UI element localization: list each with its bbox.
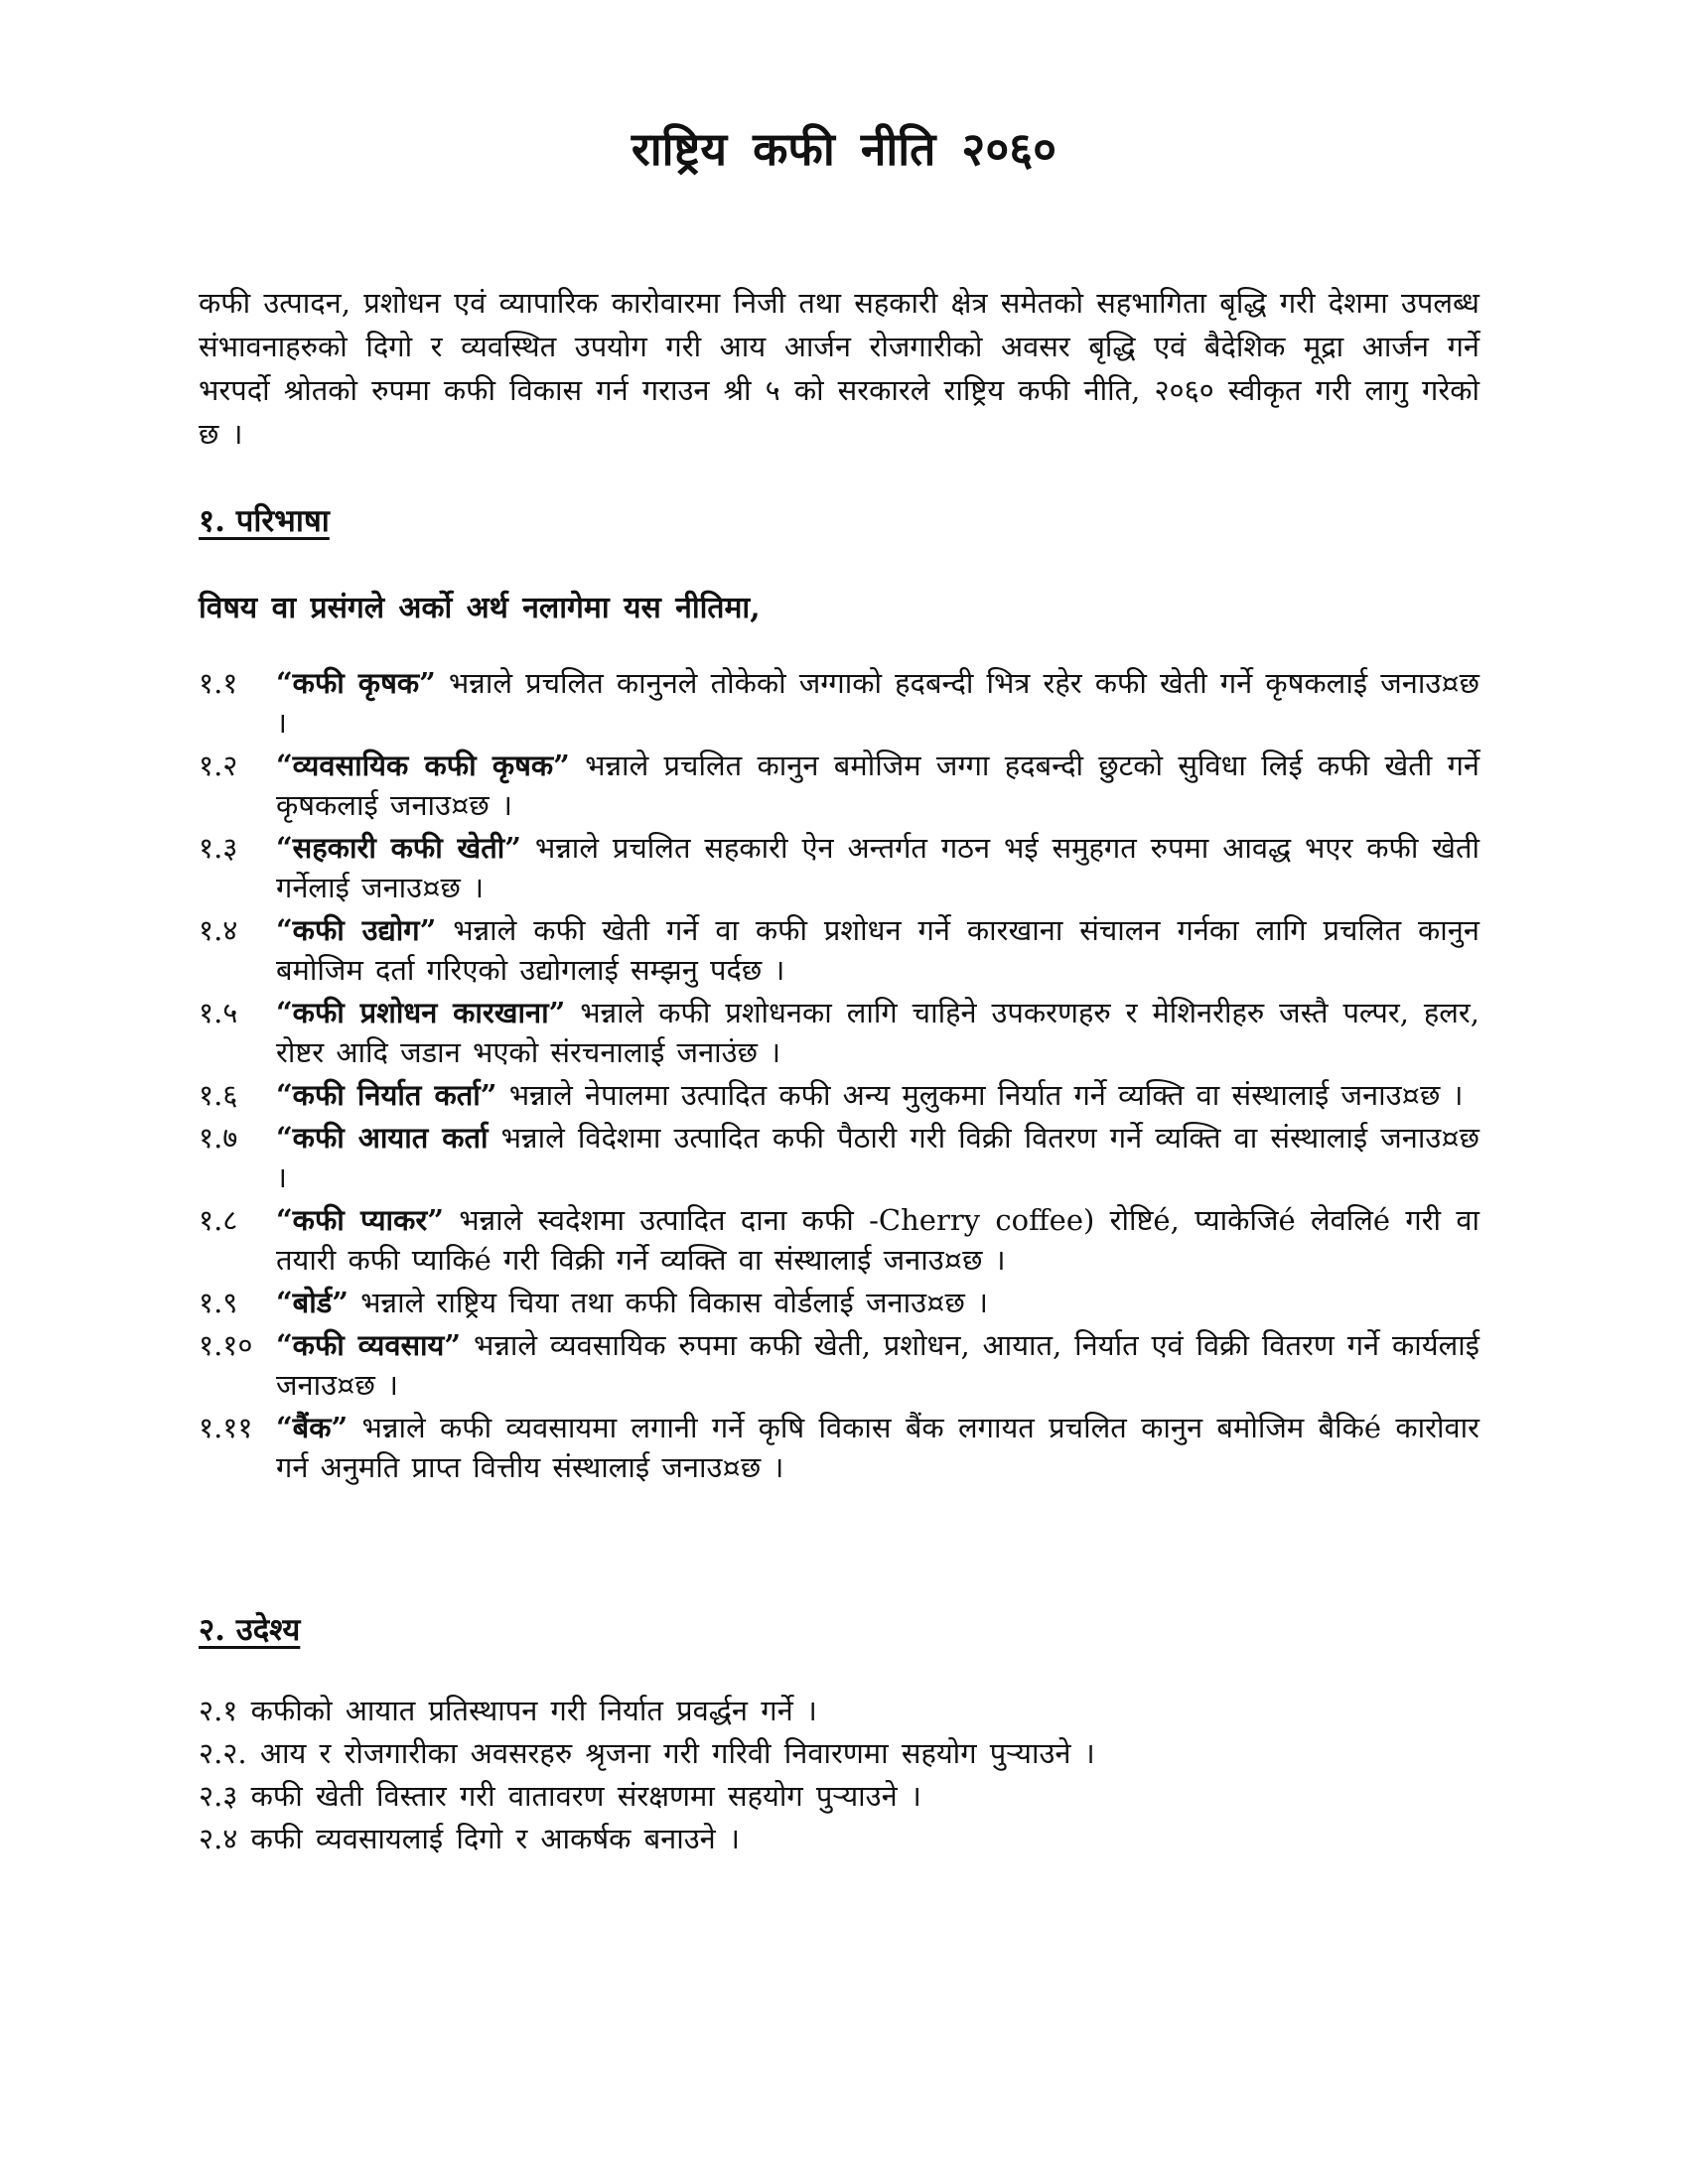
definition-number: १.८ xyxy=(199,1203,238,1237)
objectives-list xyxy=(199,1690,1479,1860)
definition-text: भन्नाले कफी व्यवसायमा लगानी गर्ने कृषि विकास बैंक लगायत प्रचलित कानुन बमोजिम बैकिé कारोवार गर्न अनुमति प्राप्त वित्तीय संस्थालाई जनाउ¤छ । xyxy=(276,1411,1480,1484)
definition-term: “कफी कृषक” xyxy=(276,666,436,700)
definition-item xyxy=(199,746,1479,825)
definition-body xyxy=(276,1200,1479,1280)
definition-term: “बैंक” xyxy=(276,1411,349,1444)
definition-text: भन्नाले विदेशमा उत्पादित कफी पैठारी गरी विक्री वितरण गर्ने व्यक्ति वा संस्थालाई जनाउ¤छ । xyxy=(276,1121,1480,1194)
definition-number: १.६ xyxy=(199,1078,238,1112)
definition-term: “कफी प्रशोधन कारखाना” xyxy=(276,996,566,1029)
definition-body xyxy=(276,746,1479,825)
definition-term: “व्यवसायिक कफी कृषक” xyxy=(276,749,570,782)
definition-text: भन्नाले प्रचलित सहकारी ऐन अन्तर्गत गठन भई समुहगत रुपमा आवद्ध भएर कफी खेती गर्नेलाई जनाउ¤छ । xyxy=(276,831,1480,904)
definition-number: १.५ xyxy=(199,996,238,1029)
definition-body xyxy=(276,993,1479,1072)
definition-body xyxy=(276,1408,1479,1487)
objective-item: २.२. आय र रोजगारीका अवसरहरु श्रृजना गरी गरिवी निवारणमा सहयोग पुर्‍याउने । xyxy=(199,1736,1095,1770)
definition-term: “बोर्ड” xyxy=(276,1286,349,1319)
definition-item xyxy=(199,1075,1479,1115)
definition-number: १.७ xyxy=(199,1121,238,1155)
definition-item xyxy=(199,1325,1479,1405)
section-heading-objectives: २. उदेश्य xyxy=(199,1612,301,1648)
definition-number: १.२ xyxy=(199,749,238,782)
definition-term: “कफी आयात कर्ता xyxy=(276,1121,489,1155)
definition-item xyxy=(199,663,1479,743)
definition-number: १.११ xyxy=(199,1411,253,1444)
definitions-subheading: विषय वा प्रसंगले अर्को अर्थ नलागेमा यस नीतिमा, xyxy=(199,591,761,625)
definition-item xyxy=(199,1283,1479,1322)
definition-text: भन्नाले प्रचलित कानुन बमोजिम जग्गा हदबन्दी छुटको सुविधा लिई कफी खेती गर्ने कृषकलाई जनाउ¤छ । xyxy=(276,749,1479,822)
intro-paragraph: कफी उत्पादन, प्रशोधन एवं व्यापारिक कारोवारमा निजी तथा सहकारी क्षेत्र समेतको सहभागिता बृद्धि गरी देशमा उपलब्ध संभावनाहरुको दिगो र व्यवस्थित उपयोग गरी आय आर्जन रोजगारीको अवसर बृद्धि एवं बैदेशिक मूद्रा आर्जन गर्ने भरपर्दो श्रोतको रुपमा कफी विकास गर्न गराउन श्री ५ को सरकारले राष्ट्रिय कफी नीति, २०६० स्वीकृत गरी लागु गरेको छ । xyxy=(199,286,1479,451)
definition-text: भन्नाले कफी खेती गर्ने वा कफी प्रशोधन गर्ने कारखाना संचालन गर्नका लागि प्रचलित कानुन बमोजिम दर्ता गरिएको उद्योगलाई सम्झनु पर्दछ । xyxy=(276,913,1480,987)
definitions-list xyxy=(199,663,1479,1490)
definition-number: १.१० xyxy=(199,1328,253,1362)
definition-term: “कफी व्यवसाय” xyxy=(276,1328,462,1362)
definition-item xyxy=(199,910,1479,990)
definition-term: “कफी निर्यात कर्ता” xyxy=(276,1078,497,1112)
definition-item xyxy=(199,828,1479,907)
section-heading-definitions: १. परिभाषा xyxy=(199,503,330,539)
definition-number: १.४ xyxy=(199,913,238,947)
objective-item: २.४ कफी व्यवसायलाई दिगो र आकर्षक बनाउने । xyxy=(199,1822,740,1855)
definition-text: भन्नाले राष्ट्रिय चिया तथा कफी विकास वोर्डलाई जनाउ¤छ । xyxy=(360,1286,988,1319)
definition-item xyxy=(199,993,1479,1072)
definition-item xyxy=(199,1408,1479,1487)
definition-body xyxy=(276,828,1479,907)
definition-term: “सहकारी कफी खेती” xyxy=(276,831,521,865)
definition-text: भन्नाले नेपालमा उत्पादित कफी अन्य मुलुकमा निर्यात गर्ने व्यक्ति वा संस्थालाई जनाउ¤छ । xyxy=(508,1078,1464,1112)
objective-item: २.३ कफी खेती विस्तार गरी वातावरण संरक्षणमा सहयोग पुर्‍याउने । xyxy=(199,1779,921,1813)
definition-body xyxy=(276,1325,1479,1405)
definition-body xyxy=(276,1118,1479,1197)
definition-item xyxy=(199,1200,1479,1280)
definition-text: भन्नाले कफी प्रशोधनका लागि चाहिने उपकरणहरु र मेशिनरीहरु जस्तै पल्पर, हलर, रोष्टर आदि जडान भएको संरचनालाई जनाउंछ । xyxy=(276,996,1479,1069)
document-title: राष्ट्रिय कफी नीति २०६० xyxy=(631,122,1057,176)
definition-body xyxy=(276,1075,1479,1115)
definition-term: “कफी प्याकर” xyxy=(276,1203,444,1237)
definition-text: भन्नाले स्वदेशमा उत्पादित दाना कफी -Cherry coffee) रोष्टिé, प्याकेजिé लेवलिé गरी वा तयारी कफी प्याकिé गरी विक्री गर्ने व्यक्ति वा संस्थालाई जनाउ¤छ । xyxy=(276,1203,1480,1277)
definition-number: १.१ xyxy=(199,666,238,700)
definition-number: १.९ xyxy=(199,1286,238,1319)
definition-body xyxy=(276,910,1479,990)
definition-body xyxy=(276,1283,1479,1322)
objective-item: २.१ कफीको आयात प्रतिस्थापन गरी निर्यात प्रवर्द्धन गर्ने । xyxy=(199,1694,817,1727)
definition-text: भन्नाले व्यवसायिक रुपमा कफी खेती, प्रशोधन, आयात, निर्यात एवं विक्री वितरण गर्ने कार्यलाई जनाउ¤छ । xyxy=(276,1328,1480,1402)
definition-text: भन्नाले प्रचलित कानुनले तोकेको जग्गाको हदबन्दी भित्र रहेर कफी खेती गर्ने कृषकलाई जनाउ¤छ । xyxy=(276,666,1479,740)
definition-term: “कफी उद्योग” xyxy=(276,913,437,947)
definition-body xyxy=(276,663,1479,743)
definition-number: १.३ xyxy=(199,831,238,865)
definition-item xyxy=(199,1118,1479,1197)
